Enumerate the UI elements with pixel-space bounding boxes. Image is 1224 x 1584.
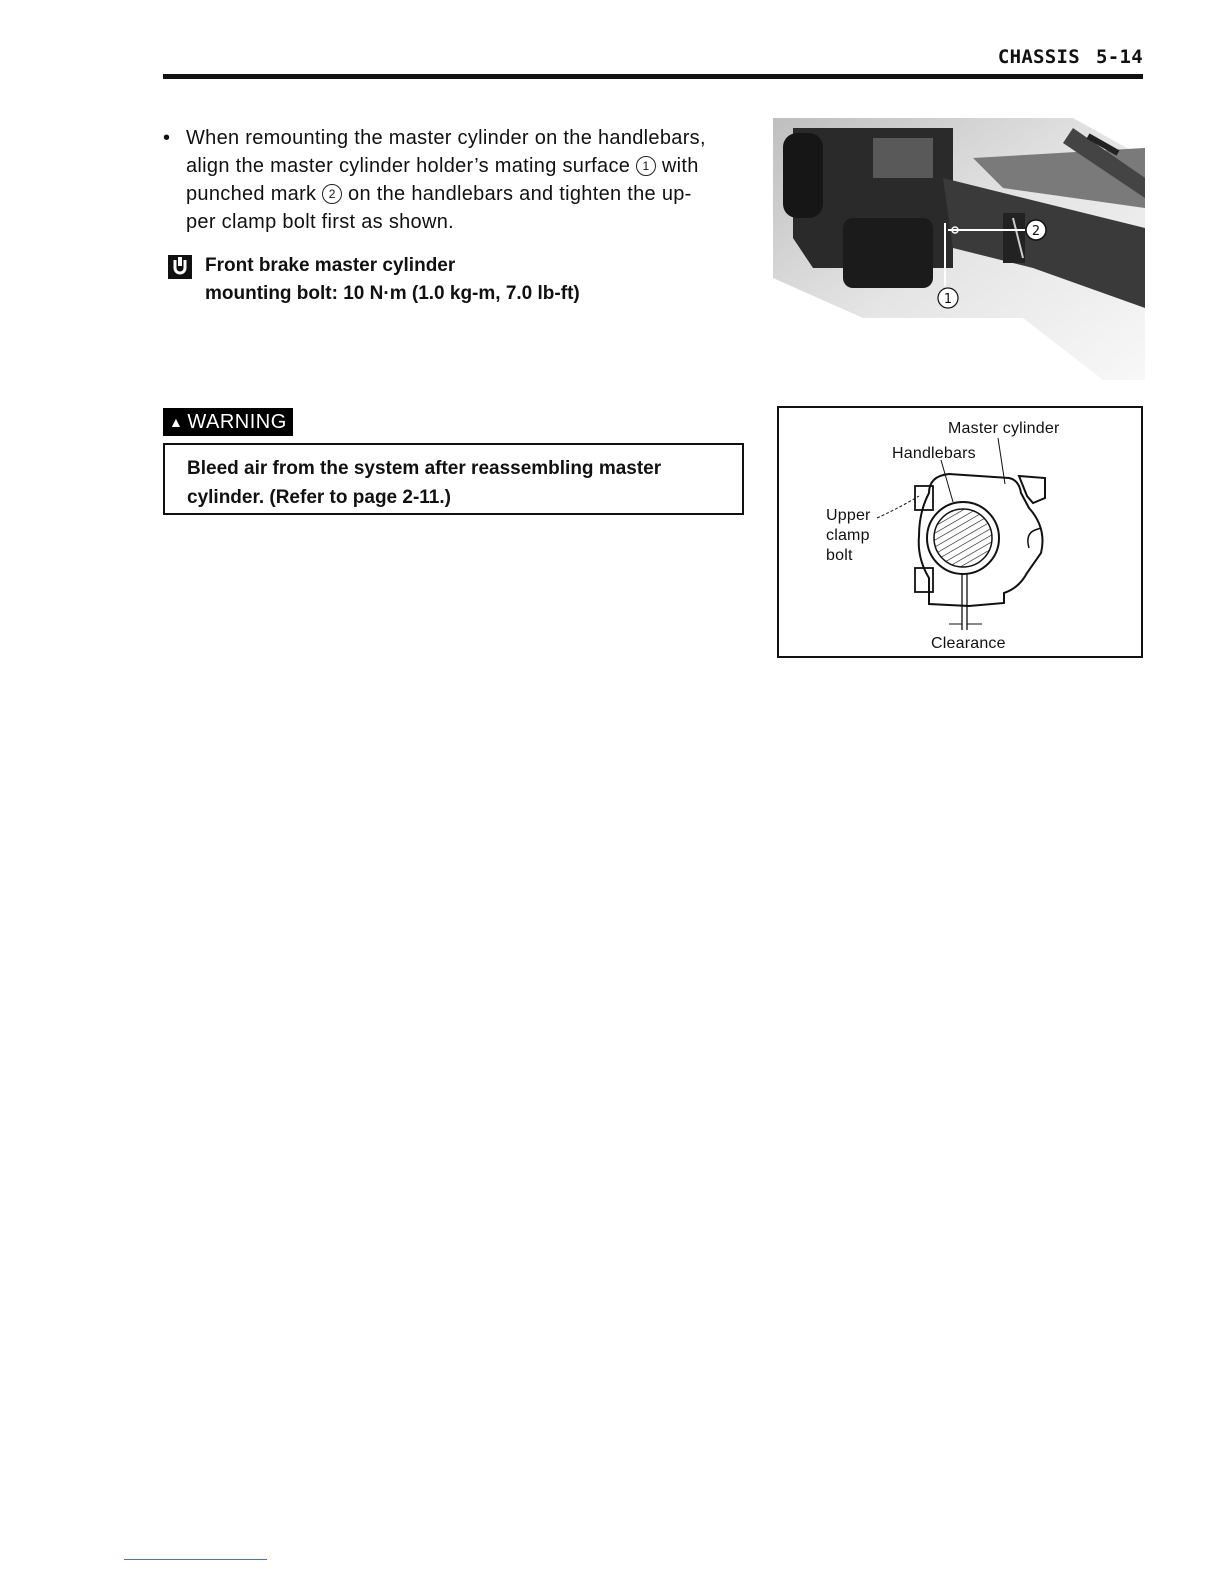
instruction-line-2a: align the master cylinder holder’s mating surface: [186, 155, 631, 177]
warning-line-2: cylinder. (Refer to page 2-11.): [187, 487, 451, 508]
torque-line-2: mounting bolt: 10 N·m (1.0 kg-m, 7.0 lb-ft): [205, 283, 580, 304]
label-handlebars: Handlebars: [892, 445, 976, 462]
warning-triangle-icon: ▲: [169, 414, 184, 430]
instruction-line-3a: punched mark: [186, 183, 317, 205]
label-clearance: Clearance: [931, 635, 1006, 652]
warning-tag-label: WARNING: [187, 411, 287, 433]
instruction-text: [186, 124, 743, 236]
warning-text: [165, 445, 742, 512]
marker-2: 2: [322, 184, 342, 204]
header-rule: [163, 74, 1143, 79]
torque-wrench-icon: [168, 255, 192, 279]
page-number: 5-14: [1096, 46, 1143, 68]
instruction-line-3: [186, 180, 743, 208]
torque-spec: [168, 252, 748, 308]
instruction-line-1: When remounting the master cylinder on the handlebars,: [186, 127, 706, 149]
clamp-diagram: [777, 406, 1143, 658]
handlebar-photo: [773, 118, 1145, 380]
label-bolt: bolt: [826, 547, 853, 564]
marker-1: 1: [636, 156, 656, 176]
warning-line-1: Bleed air from the system after reassembling master: [187, 458, 662, 479]
photo-callout-2: 2: [1031, 224, 1041, 239]
footer-link-underline: [124, 1559, 267, 1560]
label-master-cylinder: Master cylinder: [948, 420, 1060, 437]
photo-callout-1: 1: [943, 292, 953, 307]
instruction-line-2b: with: [656, 155, 699, 177]
torque-line-1: Front brake master cylinder: [205, 255, 456, 276]
instruction-bullet: [163, 124, 743, 236]
warning-tag: [163, 408, 293, 436]
section-title: CHASSIS: [997, 46, 1081, 68]
instruction-line-4: per clamp bolt first as shown.: [186, 211, 454, 233]
warning-box: [163, 443, 744, 515]
page-header: [163, 46, 1143, 72]
label-upper: Upper: [826, 507, 871, 524]
torque-text: [205, 252, 748, 308]
label-clamp: clamp: [826, 527, 870, 544]
bullet-dot: •: [163, 127, 171, 149]
instruction-line-2: [186, 152, 743, 180]
instruction-line-3b: on the handlebars and tighten the up-: [342, 183, 692, 205]
